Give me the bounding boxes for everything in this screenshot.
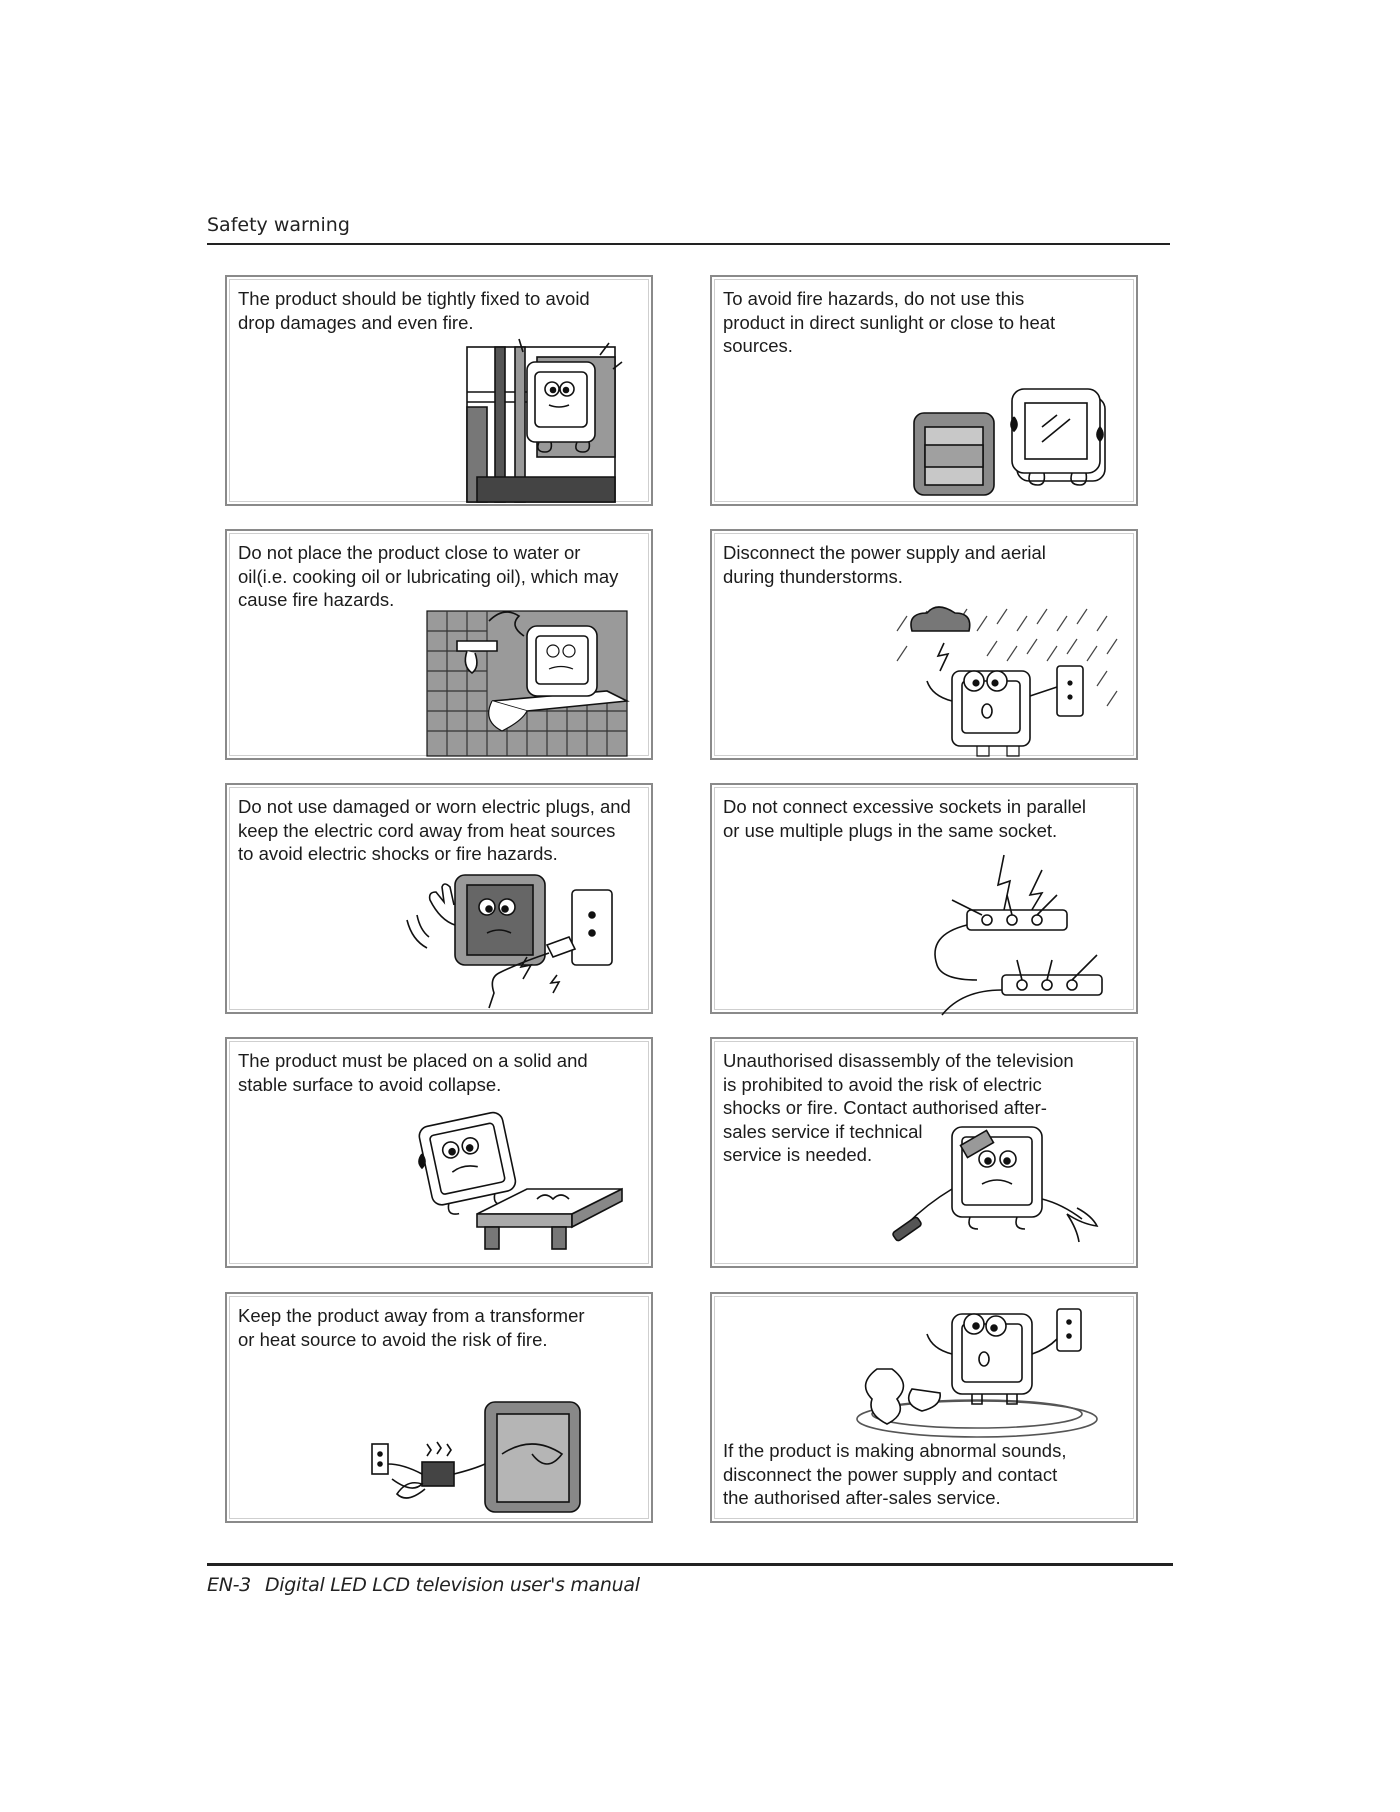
warning-text: Do not place the product close to water or oil(i.e. cooking oil or lubricating oil), which may cause fire hazards. xyxy=(238,542,619,610)
warning-text: The product must be placed on a solid and stable surface to avoid collapse. xyxy=(238,1050,588,1095)
warning-panel-thunderstorm xyxy=(710,529,1138,760)
warning-panel-stable-surface xyxy=(225,1037,653,1268)
warning-panel-transformer xyxy=(225,1292,653,1523)
warning-panel-fixing xyxy=(225,275,653,506)
section-title: Safety warning xyxy=(207,214,350,236)
warning-text: To avoid fire hazards, do not use this product in direct sunlight or close to heat sources. xyxy=(723,288,1056,356)
warning-text: Unauthorised disassembly of the television is prohibited to avoid the risk of electric shocks or fire. Contact authorised after- sales service if technical service is needed. xyxy=(723,1050,1074,1165)
page-number: EN-3 xyxy=(207,1574,251,1596)
warning-text: Do not use damaged or worn electric plugs, and keep the electric cord away from heat sources to avoid electric shocks or fire hazards. xyxy=(238,796,631,864)
warning-panel-water-oil xyxy=(225,529,653,760)
warning-panel-heat-sources xyxy=(710,275,1138,506)
warning-panel-abnormal-sounds xyxy=(710,1292,1138,1523)
header-divider xyxy=(207,243,1170,245)
manual-title: Digital LED LCD television user's manual xyxy=(264,1574,640,1596)
warning-text: Do not connect excessive sockets in parallel or use multiple plugs in the same socket. xyxy=(723,796,1086,841)
warning-text: Keep the product away from a transformer or heat source to avoid the risk of fire. xyxy=(238,1305,585,1350)
page-footer xyxy=(207,1574,640,1596)
warning-text: Disconnect the power supply and aerial during thunderstorms. xyxy=(723,542,1046,587)
warning-panel-damaged-plugs xyxy=(225,783,653,1014)
warning-text: The product should be tightly fixed to avoid drop damages and even fire. xyxy=(238,288,590,333)
warning-panel-disassembly xyxy=(710,1037,1138,1268)
warning-panel-excessive-sockets xyxy=(710,783,1138,1014)
footer-divider xyxy=(207,1563,1173,1566)
warning-text: If the product is making abnormal sounds, disconnect the power supply and contact the authorised after-sales service. xyxy=(723,1440,1067,1508)
